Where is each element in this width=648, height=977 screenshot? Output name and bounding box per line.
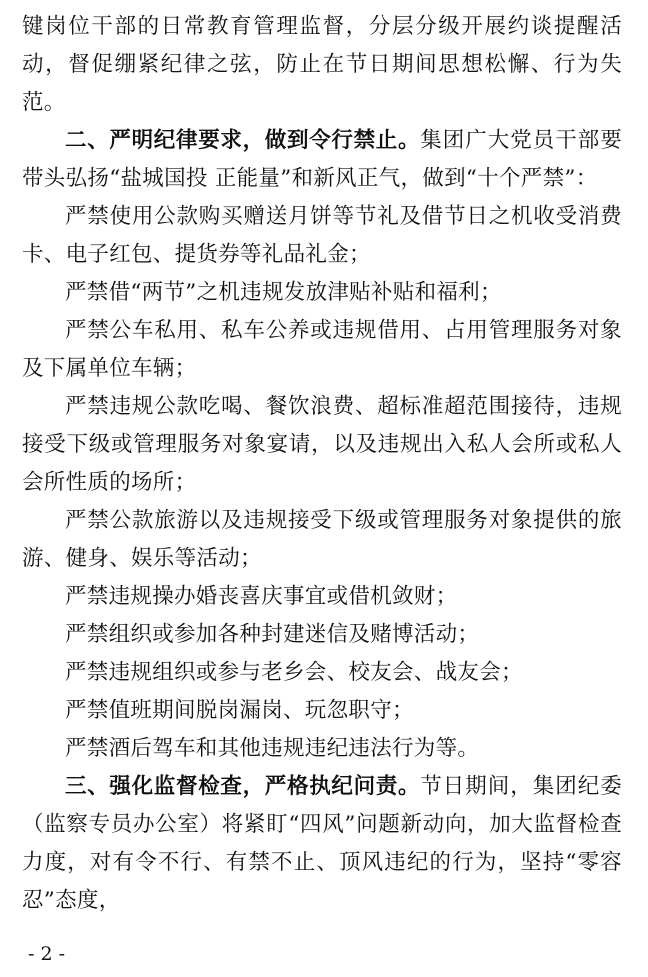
para-ban-2 [22, 274, 622, 312]
para-section-two [22, 122, 622, 198]
para-ban-1-text: 严禁使用公款购买赠送月饼等节礼及借节日之机收受消费卡、电子红包、提货券等礼品礼金； [22, 204, 622, 267]
para-ban-10-text: 严禁酒后驾车和其他违规违纪违法行为等。 [65, 736, 480, 761]
para-section-two-text: 集团广大党员干部要带头弘扬“盐城国投 正能量”和新风正气，做到“十个严禁”： [22, 128, 622, 191]
para-ban-2-text: 严禁借“两节”之机违规发放津贴补贴和福利； [65, 280, 502, 305]
para-section-two-lead: 二、严明纪律要求，做到令行禁止。 [65, 128, 421, 153]
para-ban-1 [22, 198, 622, 274]
para-ban-10 [22, 730, 622, 768]
page-number: - 2 - [28, 943, 66, 965]
para-ban-3-text: 严禁公车私用、私车公养或违规借用、占用管理服务对象及下属单位车辆； [22, 318, 622, 381]
para-ban-3 [22, 312, 622, 388]
para-ban-4 [22, 388, 622, 502]
para-ban-9-text: 严禁值班期间脱岗漏岗、玩忽职守； [65, 698, 414, 723]
para-continuation-text: 键岗位干部的日常教育管理监督，分层分级开展约谈提醒活动，督促绷紧纪律之弦，防止在节日期间思想松懈、行为失范。 [22, 14, 622, 115]
para-ban-7 [22, 616, 622, 654]
para-ban-6 [22, 578, 622, 616]
para-section-three-text: 节日期间，集团纪委（监察专员办公室）将紧盯“四风”问题新动向，加大监督检查力度，对有令不行、有禁不止、顶风违纪的行为，坚持“零容忍”态度， [22, 774, 622, 913]
para-ban-9 [22, 692, 622, 730]
para-ban-7-text: 严禁组织或参加各种封建迷信及赌博活动； [65, 622, 480, 647]
para-ban-6-text: 严禁违规操办婚丧喜庆事宜或借机敛财； [65, 584, 458, 609]
para-ban-4-text: 严禁违规公款吃喝、餐饮浪费、超标准超范围接待，违规接受下级或管理服务对象宴请，以及违规出入私人会所或私人会所性质的场所； [22, 394, 622, 495]
para-section-three-lead: 三、强化监督检查，严格执纪问责。 [65, 774, 421, 799]
para-ban-5 [22, 502, 622, 578]
para-section-three [22, 768, 622, 920]
para-ban-8 [22, 654, 622, 692]
para-ban-5-text: 严禁公款旅游以及违规接受下级或管理服务对象提供的旅游、健身、娱乐等活动； [22, 508, 622, 571]
para-continuation [22, 8, 622, 122]
para-ban-8-text: 严禁违规组织或参与老乡会、校友会、战友会； [65, 660, 523, 685]
